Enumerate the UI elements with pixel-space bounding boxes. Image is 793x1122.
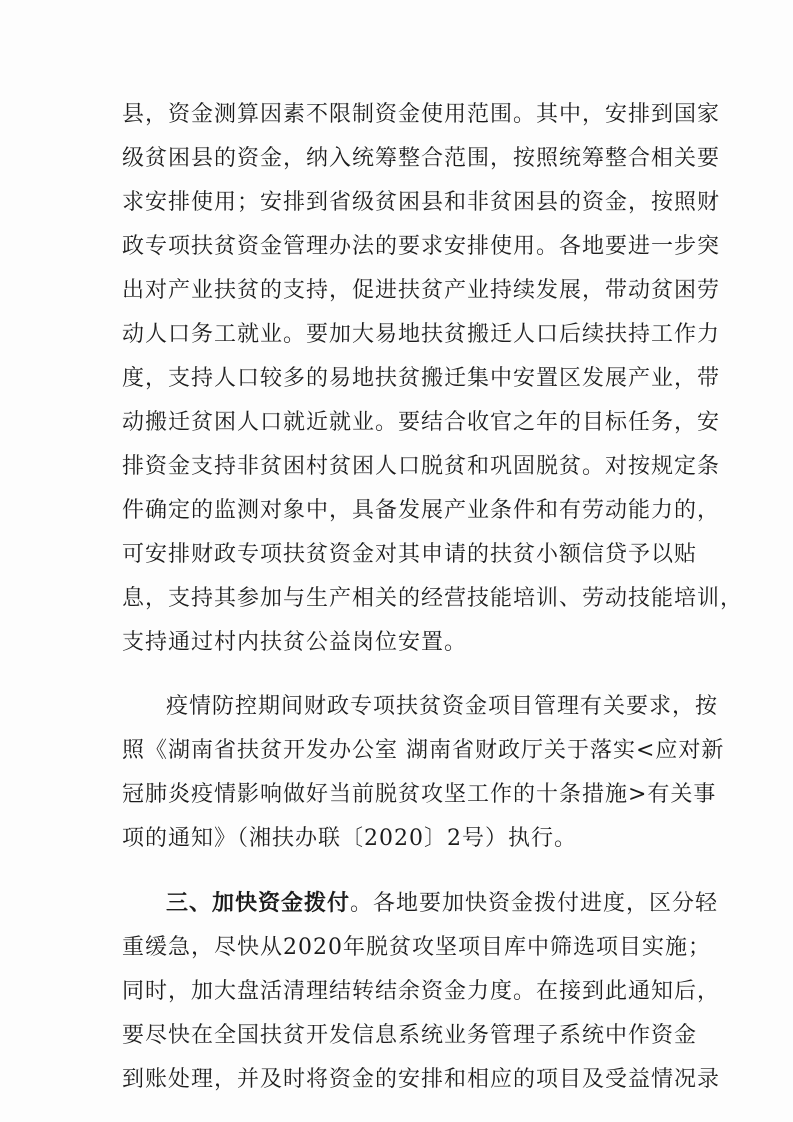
body-text-line: 排资金支持非贫困村贫困人口脱贫和巩固脱贫。对按规定条 <box>122 454 721 479</box>
body-text-line: 政专项扶贫资金管理办法的要求安排使用。各地要进一步突 <box>122 234 721 259</box>
body-text-line: 要尽快在全国扶贫开发信息系统业务管理子系统中作资金 <box>122 1023 698 1048</box>
body-text-line: 件确定的监测对象中，具备发展产业条件和有劳动能力的， <box>122 498 721 523</box>
section-heading: 三、加快资金拨付 <box>166 891 351 916</box>
body-text-line: 同时，加大盘活清理结转结余资金力度。在接到此通知后， <box>122 979 721 1004</box>
body-text-line: 级贫困县的资金，纳入统筹整合范围，按照统筹整合相关要 <box>122 146 721 171</box>
body-text-line: 照《湖南省扶贫开发办公室 湖南省财政厅关于落实<应对新 <box>122 738 725 763</box>
body-text-line: 出对产业扶贫的支持，促进扶贫产业持续发展，带动贫困劳 <box>122 278 721 303</box>
body-text-line: 重缓急，尽快从2020年脱贫攻坚项目库中筛选项目实施； <box>122 935 711 960</box>
body-text-line: 动搬迁贫困人口就近就业。要结合收官之年的目标任务，安 <box>122 410 721 435</box>
section-paragraph-line <box>166 888 719 920</box>
body-text-line: 度，支持人口较多的易地扶贫搬迁集中安置区发展产业，带 <box>122 366 721 391</box>
body-text-line: 项的通知》（湘扶办联〔2020〕2号）执行。 <box>122 826 577 851</box>
body-text-line: 疫情防控期间财政专项扶贫资金项目管理有关要求，按 <box>166 694 719 719</box>
body-text-line: 县，资金测算因素不限制资金使用范围。其中，安排到国家 <box>122 102 721 127</box>
body-text-line: 动人口务工就业。要加大易地扶贫搬迁人口后续扶持工作力 <box>122 322 721 347</box>
body-text-line: 冠肺炎疫情影响做好当前脱贫攻坚工作的十条措施>有关事 <box>122 782 717 807</box>
body-text-line: 到账处理，并及时将资金的安排和相应的项目及受益情况录 <box>122 1067 721 1092</box>
section-heading-continuation: 。各地要加快资金拨付进度，区分轻 <box>350 891 719 916</box>
body-text-line: 息，支持其参加与生产相关的经营技能培训、劳动技能培训， <box>122 586 744 611</box>
body-text-line: 求安排使用；安排到省级贫困县和非贫困县的资金，按照财 <box>122 190 721 215</box>
body-text-line: 可安排财政专项扶贫资金对其申请的扶贫小额信贷予以贴 <box>122 542 698 567</box>
body-text-line: 支持通过村内扶贫公益岗位安置。 <box>122 630 468 655</box>
